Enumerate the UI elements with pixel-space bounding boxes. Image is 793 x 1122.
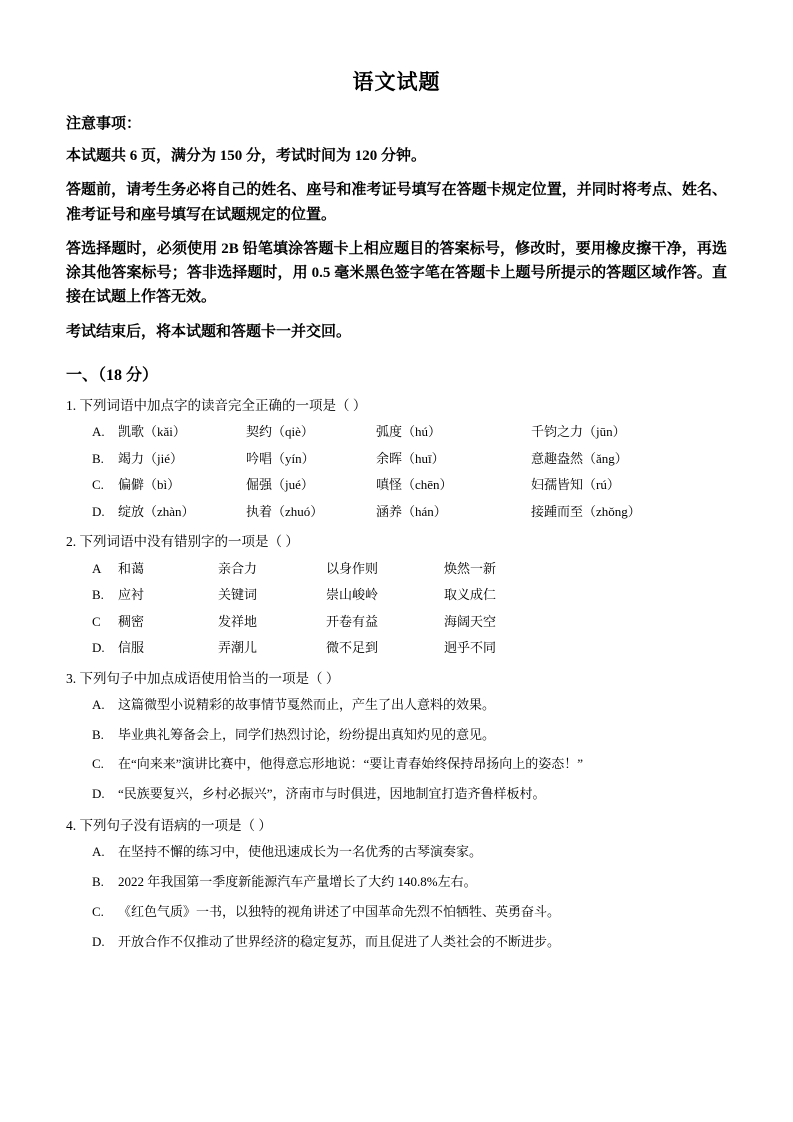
question-1-option-d[interactable] (66, 502, 727, 522)
option-cell: 发祥地 (218, 613, 258, 629)
option-cell: 接踵而至（zhǒng） (531, 503, 641, 519)
question-2-stem (66, 532, 727, 552)
question-4-number: 4. (66, 818, 77, 834)
option-text: 开放合作不仅推动了世界经济的稳定复苏，而且促进了人类社会的不断进步。 (118, 933, 561, 949)
option-cell: 取义成仁 (444, 587, 497, 603)
notice-line-1: 本试题共 6 页，满分为 150 分，考试时间为 120 分钟。 (66, 148, 427, 164)
question-2-option-a[interactable] (66, 559, 727, 579)
notice-heading: 注意事项： (66, 116, 142, 132)
option-label: D. (92, 933, 105, 949)
question-3-number: 3. (66, 670, 77, 686)
option-cell: 弧度（hú） (376, 424, 442, 440)
option-text: 这篇微型小说精彩的故事情节戛然而止，产生了出人意料的效果。 (118, 696, 496, 712)
option-label: C. (92, 477, 104, 493)
question-2-option-c[interactable] (66, 612, 727, 632)
question-4-option-d[interactable] (66, 932, 727, 953)
question-2-text: 下列词语中没有错别字的一项是（ ） (79, 534, 299, 550)
option-cell: 稠密 (118, 613, 145, 629)
question-1-text: 下列词语中加点字的读音完全正确的一项是（ ） (79, 398, 367, 414)
option-label: B. (92, 450, 104, 466)
option-cell: 竭力（jié） (118, 450, 183, 466)
option-label: A. (92, 696, 105, 712)
option-cell: 妇孺皆知（rú） (531, 477, 620, 493)
option-cell: 和蔼 (118, 560, 145, 576)
question-3-option-a[interactable] (66, 695, 727, 716)
option-label: A (92, 560, 102, 576)
notice-line-2: 答题前，请考生务必将自己的姓名、座号和准考证号填写在答题卡规定位置，并同时将考点、姓名、准考证号和座号填写在试题规定的位置。 (66, 182, 727, 223)
question-1-option-c[interactable] (66, 475, 727, 495)
option-label: C (92, 613, 101, 629)
option-cell: 开卷有益 (326, 613, 379, 629)
option-cell: 亲合力 (218, 560, 258, 576)
option-cell: 嗔怪（chēn） (376, 477, 453, 493)
option-cell: 千钧之力（jūn） (531, 424, 626, 440)
question-3-text: 下列句子中加点成语使用恰当的一项是（ ） (79, 670, 340, 686)
option-cell: 余晖（huī） (376, 450, 445, 466)
question-4-text: 下列句子没有语病的一项是（ ） (79, 818, 272, 834)
option-text: 毕业典礼筹备会上，同学们热烈讨论，纷纷提出真知灼见的意见。 (118, 726, 496, 742)
option-label: A. (92, 844, 105, 860)
option-cell: 焕然一新 (444, 560, 497, 576)
question-4-stem (66, 816, 727, 836)
option-label: B. (92, 587, 104, 603)
question-2-option-b[interactable] (66, 585, 727, 605)
option-cell: 以身作则 (326, 560, 379, 576)
option-cell: 崇山峻岭 (326, 587, 379, 603)
page-title: 语文试题 (352, 70, 441, 94)
question-4-option-b[interactable] (66, 872, 727, 893)
option-cell: 吟唱（yín） (246, 450, 315, 466)
option-text: 在坚持不懈的练习中，使他迅速成长为一名优秀的古琴演奏家。 (118, 844, 483, 860)
option-label: B. (92, 874, 104, 890)
question-1-option-a[interactable] (66, 422, 727, 442)
option-label: A. (92, 424, 105, 440)
option-cell: 凯歌（kǎi） (118, 424, 186, 440)
option-label: B. (92, 726, 104, 742)
option-cell: 应衬 (118, 587, 145, 603)
option-text: 《红色气质》一书，以独特的视角讲述了中国革命先烈不怕牺牲、英勇奋斗。 (118, 903, 561, 919)
question-3-option-c[interactable] (66, 754, 727, 775)
option-cell: 迥乎不同 (444, 640, 497, 656)
option-text: “民族要复兴，乡村必振兴”，济南市与时俱进，因地制宜打造齐鲁样板村。 (118, 786, 546, 802)
question-4-option-a[interactable] (66, 842, 727, 863)
notice-line-4: 考试结束后，将本试题和答题卡一并交回。 (66, 323, 352, 340)
question-1-number: 1. (66, 398, 77, 414)
notice-line-3: 答选择题时，必须使用 2B 铅笔填涂答题卡上相应题目的答案标号，修改时，要用橡皮擦干净，再选涂其他答案标号；答非选择题时，用 0.5 毫米黑色签字笔在答题卡上题号所提示的答题区域作答。直接在试题上作答无效。 (66, 240, 727, 306)
option-label: D. (92, 786, 105, 802)
question-1-option-b[interactable] (66, 449, 727, 469)
option-cell: 信服 (118, 640, 145, 656)
option-cell: 弄潮儿 (218, 640, 258, 656)
question-4-option-c[interactable] (66, 902, 727, 923)
section-title: 一、（18 分） (66, 367, 159, 385)
option-text: 2022 年我国第一季度新能源汽车产量增长了大约 140.8%左右。 (118, 874, 477, 890)
option-cell: 执着（zhuó） (246, 503, 324, 519)
option-cell: 偏僻（bì） (118, 477, 181, 493)
option-cell: 涵养（hán） (376, 503, 447, 519)
option-text: 在“向来来”演讲比赛中，他得意忘形地说：“要让青春始终保持昂扬向上的姿态！” (118, 756, 584, 772)
question-2-option-d[interactable] (66, 638, 727, 658)
option-cell: 关键词 (218, 587, 258, 603)
option-cell: 绽放（zhàn） (118, 503, 195, 519)
option-label: D. (92, 503, 105, 519)
option-label: D. (92, 640, 105, 656)
option-cell: 倔强（jué） (246, 477, 314, 493)
option-cell: 海阔天空 (444, 613, 497, 629)
question-1-stem (66, 396, 727, 416)
question-2-number: 2. (66, 534, 77, 550)
option-label: C. (92, 756, 104, 772)
option-cell: 契约（qiè） (246, 424, 314, 440)
question-3-stem (66, 669, 727, 689)
option-cell: 意趣盎然（ǎng） (531, 450, 628, 466)
question-3-option-d[interactable] (66, 784, 727, 805)
question-3-option-b[interactable] (66, 725, 727, 746)
option-cell: 微不足到 (326, 640, 379, 656)
option-label: C. (92, 903, 104, 919)
